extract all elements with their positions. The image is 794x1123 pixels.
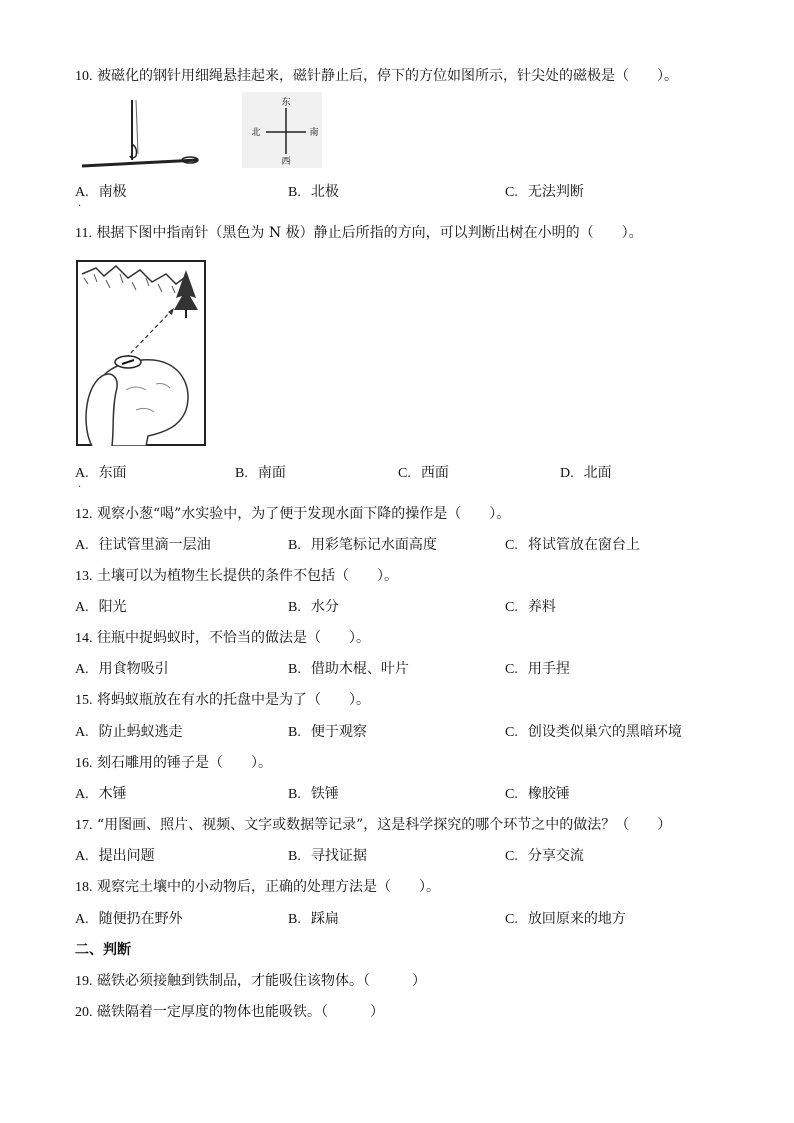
option-q13-b[interactable]: B. 水分	[288, 599, 339, 615]
option-q10-c[interactable]: C. 无法判断	[505, 184, 584, 200]
option-q13-c[interactable]: C. 养料	[505, 599, 556, 615]
question-number: 11.	[75, 226, 92, 241]
steel-needle	[82, 160, 198, 166]
question-stem: 被磁化的钢针用细绳悬挂起来，磁针静止后，停下的方位如图所示，针尖处的磁极是（ ）。	[96, 68, 678, 84]
option-q11-b[interactable]: B. 南面	[235, 465, 286, 481]
option-q18-b[interactable]: B. 踩扁	[288, 911, 339, 927]
label-north: 北	[251, 128, 261, 138]
direction-figure	[242, 92, 322, 168]
option-q16-c[interactable]: C. 橡胶锤	[505, 786, 570, 802]
section-heading-judgment: 二、判断	[75, 942, 131, 958]
question-13: 13. 土壤可以为植物生长提供的条件不包括（ ）。	[75, 568, 398, 584]
question-number: 10.	[75, 69, 93, 84]
question-19: 19. 磁铁必须接触到铁制品，才能吸住该物体。（ ）	[75, 973, 426, 989]
question-20: 20. 磁铁隔着一定厚度的物体也能吸铁。（ ）	[75, 1004, 384, 1020]
question-12: 12. 观察小葱“喝”水实验中，为了便于发现水面下降的操作是（ ）。	[75, 506, 511, 522]
option-q14-c[interactable]: C. 用手捏	[505, 661, 570, 677]
question-14: 14. 往瓶中捉蚂蚁时，不恰当的做法是（ ）。	[75, 630, 370, 646]
label-west: 西	[281, 157, 291, 167]
question-16: 16. 刻石雕用的锤子是（ ）。	[75, 755, 272, 771]
option-q11-d[interactable]: D. 北面	[560, 465, 612, 481]
option-q17-b[interactable]: B. 寻找证据	[288, 848, 367, 864]
option-q16-b[interactable]: B. 铁锤	[288, 786, 339, 802]
option-q17-a[interactable]: A. 提出问题	[75, 848, 155, 864]
compass-tree-figure	[76, 260, 206, 446]
question-15: 15. 将蚂蚁瓶放在有水的托盘中是为了（ ）。	[75, 692, 370, 708]
knot	[130, 144, 137, 158]
option-q14-a[interactable]: A. 用食物吸引	[75, 661, 169, 677]
question-18: 18. 观察完土壤中的小动物后，正确的处理方法是（ ）。	[75, 879, 440, 895]
option-q15-c[interactable]: C. 创设类似巢穴的黑暗环境	[505, 724, 682, 740]
label-south: 南	[309, 128, 319, 138]
option-q15-b[interactable]: B. 便于观察	[288, 724, 367, 740]
question-10	[75, 67, 678, 86]
option-q10-b[interactable]: B. 北极	[288, 184, 339, 200]
mark-dot: .	[78, 198, 82, 209]
option-q13-a[interactable]: A. 阳光	[75, 599, 127, 615]
mark-dot: .	[78, 479, 82, 490]
question-11	[75, 224, 643, 243]
option-q18-a[interactable]: A. 随便扔在野外	[75, 911, 183, 927]
suspended-needle-figure	[78, 98, 206, 174]
thread-shadow	[136, 100, 138, 154]
option-q15-a[interactable]: A. 防止蚂蚁逃走	[75, 724, 183, 740]
question-stem: 根据下图中指南针（黑色为 N 极）静止后所指的方向，可以判断出树在小明的（ ）。	[96, 225, 643, 241]
label-east: 东	[281, 98, 291, 108]
option-q16-a[interactable]: A. 木锤	[75, 786, 127, 802]
option-q11-c[interactable]: C. 西面	[398, 465, 449, 481]
option-q12-a[interactable]: A. 往试管里滴一层油	[75, 537, 211, 553]
option-q14-b[interactable]: B. 借助木棍、叶片	[288, 661, 409, 677]
option-q12-c[interactable]: C. 将试管放在窗台上	[505, 537, 640, 553]
option-q11-a[interactable]: A. 东面	[75, 465, 127, 481]
option-q10-a[interactable]: A. 南极	[75, 184, 127, 200]
option-q17-c[interactable]: C. 分享交流	[505, 848, 584, 864]
question-17: 17. “用图画、照片、视频、文字或数据等记录”，这是科学探究的哪个环节之中的做法？（ ）	[75, 817, 672, 833]
option-q18-c[interactable]: C. 放回原来的地方	[505, 911, 626, 927]
option-q12-b[interactable]: B. 用彩笔标记水面高度	[288, 537, 437, 553]
